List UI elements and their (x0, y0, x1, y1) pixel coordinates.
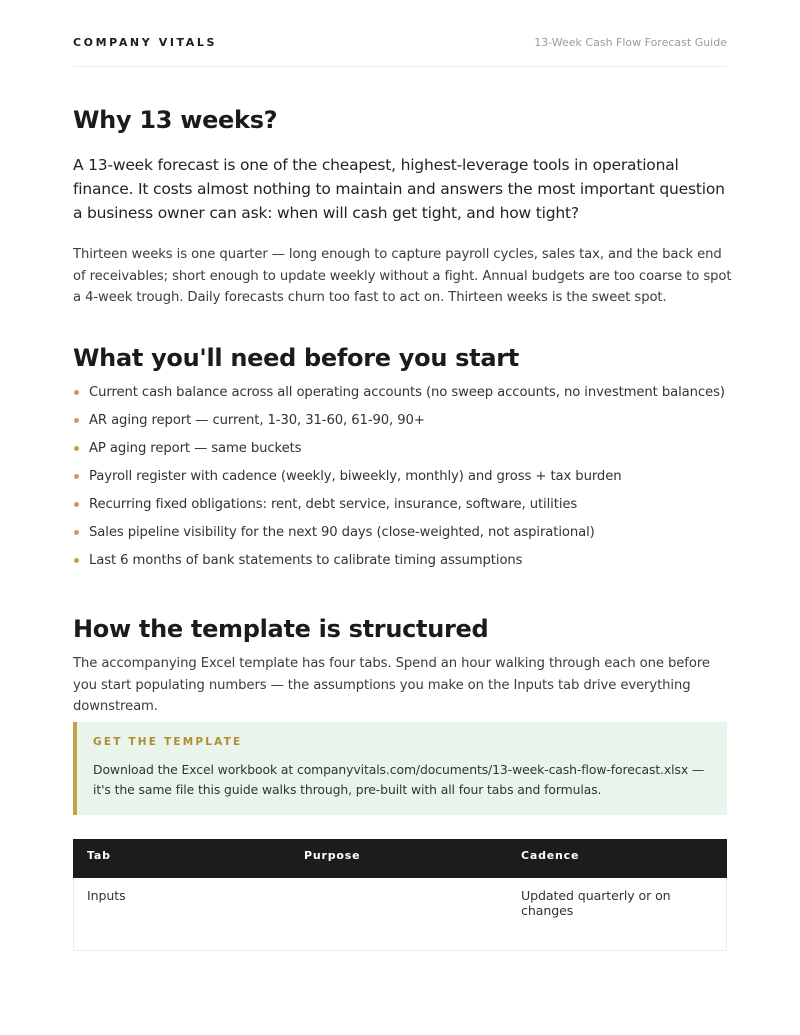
document-title: 13-Week Cash Flow Forecast Guide (534, 36, 727, 49)
list-item-text: Recurring fixed obligations: rent, debt service, insurance, software, utilities (89, 497, 578, 512)
list-item-text: Sales pipeline visibility for the next 90 days (close-weighted, not aspirational) (89, 525, 595, 540)
table-cell-cadence: Updated quarterly or on changes (521, 888, 671, 918)
brand-name: COMPANY VITALS (73, 36, 218, 49)
table-cell-tab: Inputs (87, 888, 126, 903)
column-header-tab: Tab (87, 849, 111, 862)
bullet-dot-icon (74, 446, 79, 451)
list-item (73, 467, 733, 495)
bullet-dot-icon (74, 530, 79, 535)
column-header-purpose: Purpose (304, 849, 361, 862)
callout-text: Download the Excel workbook at companyvitals.com/documents/13-week-cash-flow-forecast.xlsx — it's the same file this guide walks through, pre-built with all four tabs and formulas. (93, 762, 705, 797)
template-callout (73, 722, 727, 815)
list-item (73, 411, 733, 439)
page-header (73, 36, 727, 67)
list-item-text: Payroll register with cadence (weekly, biweekly, monthly) and gross + tax burden (89, 469, 622, 484)
section-heading-structure: How the template is structured (73, 615, 489, 643)
bullet-dot-icon (74, 418, 79, 423)
bullet-dot-icon (74, 474, 79, 479)
body-paragraph-template: The accompanying Excel template has four tabs. Spend an hour walking through each one before you start populating numbers — the assumptions you make on the Inputs tab drive everything downstream. (73, 656, 710, 714)
bullet-dot-icon (74, 502, 79, 507)
list-item-text: Current cash balance across all operating accounts (no sweep accounts, no investment balances) (89, 385, 725, 400)
callout-label: GET THE TEMPLATE (93, 736, 243, 748)
list-item (73, 495, 733, 523)
requirements-list (73, 383, 733, 579)
list-item-text: AP aging report — same buckets (89, 441, 302, 456)
lead-paragraph: A 13-week forecast is one of the cheapest, highest-leverage tools in operational finance. It costs almost nothing to maintain and answers the most important question a business owner can ask: when will cash get tight, and how tight? (73, 156, 725, 222)
bullet-dot-icon (74, 390, 79, 395)
tabs-table (73, 839, 727, 951)
list-item-text: Last 6 months of bank statements to calibrate timing assumptions (89, 553, 523, 568)
list-item (73, 439, 733, 467)
body-paragraph-thirteen-weeks: Thirteen weeks is one quarter — long enough to capture payroll cycles, sales tax, and the back end of receivables; short enough to update weekly without a fight. Annual budgets are too coarse to spot a 4-week trough. Daily forecasts churn too fast to act on. Thirteen weeks is the sweet spot. (73, 247, 732, 305)
table-header-row (73, 839, 727, 878)
list-item-text: AR aging report — current, 1-30, 31-60, 61-90, 90+ (89, 413, 425, 428)
bullet-dot-icon (74, 558, 79, 563)
list-item (73, 523, 733, 551)
list-item (73, 551, 733, 579)
list-item (73, 383, 733, 411)
section-heading-need: What you'll need before you start (73, 344, 519, 372)
section-heading-why: Why 13 weeks? (73, 106, 278, 134)
column-header-cadence: Cadence (521, 849, 580, 862)
